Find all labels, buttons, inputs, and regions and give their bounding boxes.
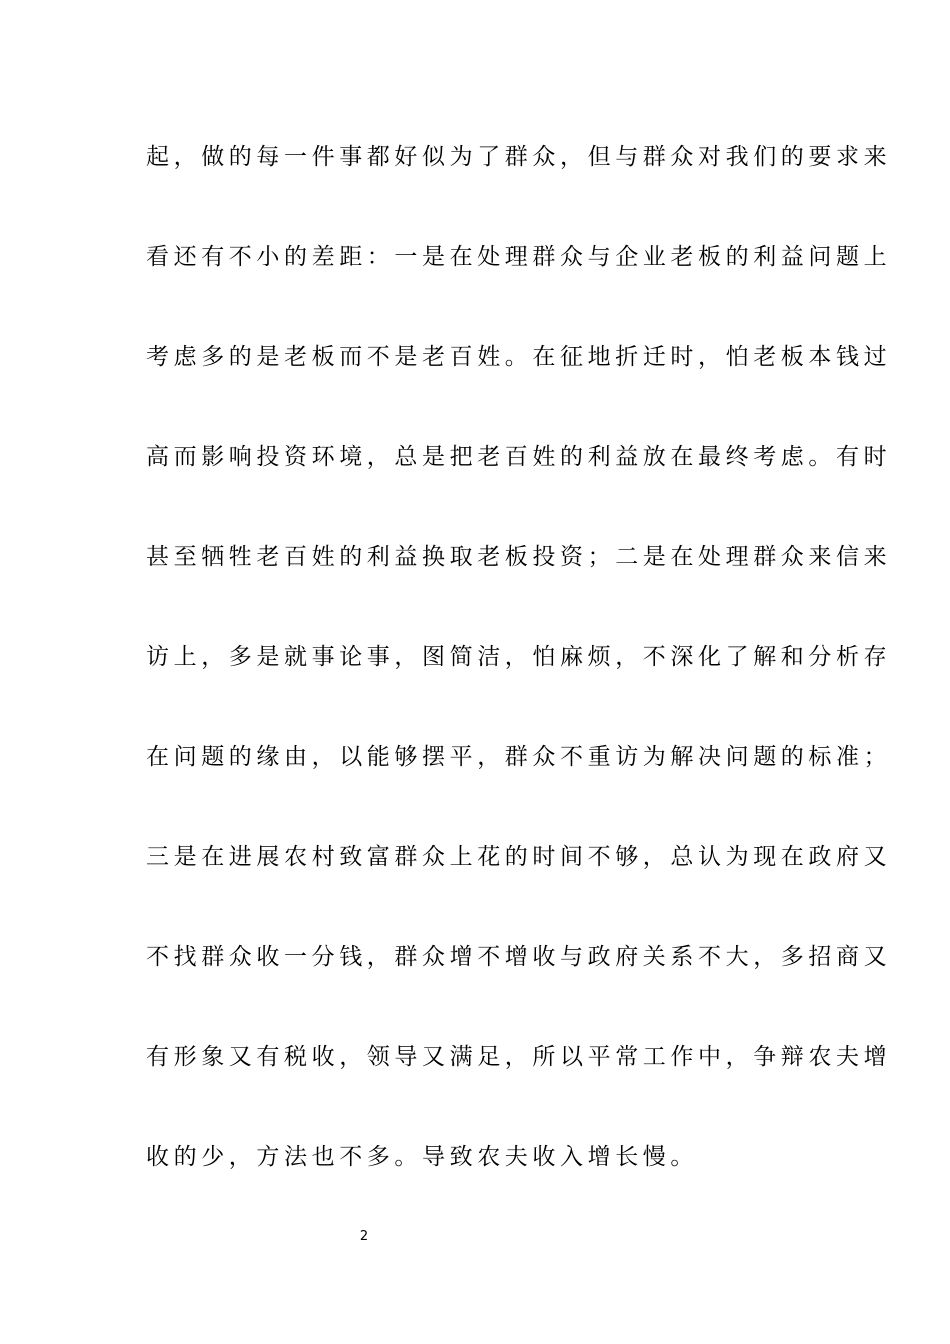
text-line-7: 在问题的缘由，以能够摆平，群众不重访为解决问题的标准； — [146, 744, 892, 770]
text-line-11: 收的少，方法也不多。导致农夫收入增长慢。 — [146, 1144, 698, 1170]
text-line-9: 不找群众收一分钱，群众增不增收与政府关系不大，多招商又 — [146, 944, 892, 970]
text-line-8: 三是在进展农村致富群众上花的时间不够，总认为现在政府又 — [146, 844, 892, 870]
body-paragraph — [146, 132, 892, 1232]
text-line-10: 有形象又有税收，领导又满足，所以平常工作中，争辩农夫增 — [146, 1044, 892, 1070]
text-line-1: 起，做的每一件事都好似为了群众，但与群众对我们的要求来 — [146, 144, 892, 170]
page-number: 2 — [359, 1229, 369, 1244]
text-line-6: 访上，多是就事论事，图简洁，怕麻烦，不深化了解和分析存 — [146, 644, 892, 670]
text-line-4: 高而影响投资环境，总是把老百姓的利益放在最终考虑。有时 — [146, 444, 892, 470]
text-line-2: 看还有不小的差距：一是在处理群众与企业老板的利益问题上 — [146, 244, 892, 270]
text-line-5: 甚至牺牲老百姓的利益换取老板投资；二是在处理群众来信来 — [146, 544, 892, 570]
text-line-3: 考虑多的是老板而不是老百姓。在征地折迁时，怕老板本钱过 — [146, 344, 892, 370]
